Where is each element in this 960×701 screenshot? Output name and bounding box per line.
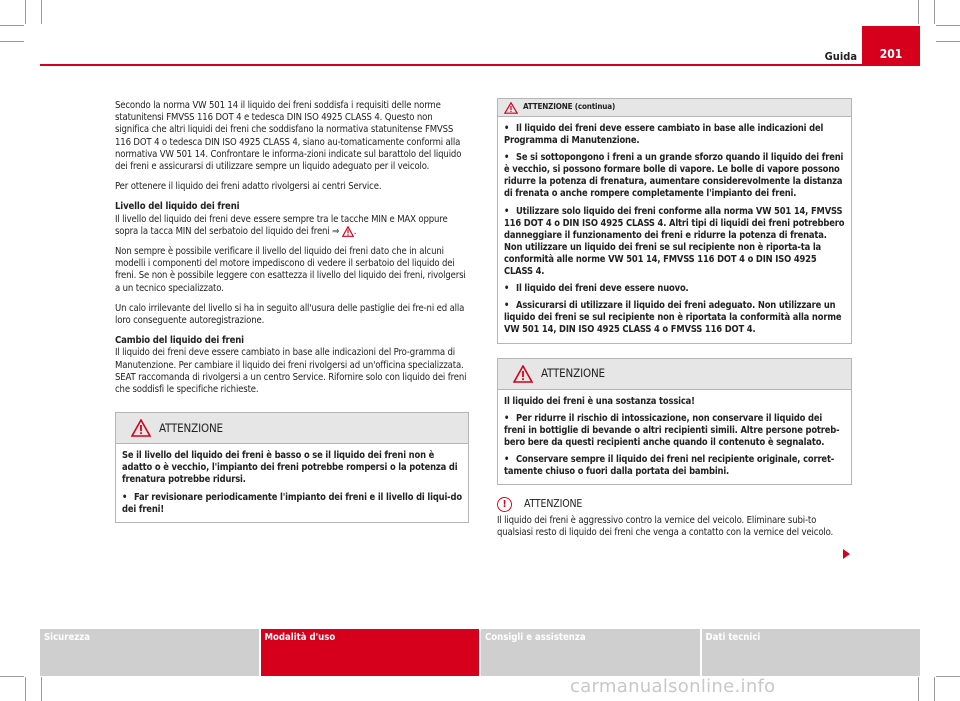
section-title: Guida bbox=[824, 50, 857, 63]
crop-mark bbox=[41, 677, 42, 701]
bullet-text: Il liquido dei freni deve essere nuovo. bbox=[516, 283, 689, 295]
bullet-text: Il liquido dei freni deve essere cambiato in base alle indicazioni del Programma di Manutenzione. bbox=[504, 123, 824, 147]
crop-mark bbox=[934, 677, 935, 701]
crop-mark bbox=[41, 0, 42, 24]
bullet-icon: • bbox=[122, 491, 128, 503]
paragraph bbox=[115, 214, 469, 238]
tab-label: Dati tecnici bbox=[705, 632, 761, 643]
crop-mark bbox=[936, 41, 960, 42]
bullet-icon: • bbox=[504, 300, 510, 312]
left-column bbox=[115, 100, 469, 523]
warning-continued-body bbox=[498, 117, 851, 343]
caution-header bbox=[497, 497, 852, 512]
warning-continued-header bbox=[498, 99, 851, 117]
bullet-icon: • bbox=[504, 205, 510, 217]
caution-exclamation-icon: ! bbox=[497, 497, 512, 512]
bullet-icon: • bbox=[504, 412, 510, 424]
warning-title: ATTENZIONE bbox=[159, 421, 223, 436]
right-column bbox=[497, 98, 852, 547]
page-number bbox=[862, 26, 920, 65]
crop-mark bbox=[918, 677, 919, 701]
crop-mark bbox=[934, 0, 935, 24]
header-rule bbox=[40, 64, 920, 66]
tab-label: Consigli e assistenza bbox=[485, 632, 586, 643]
paragraph: Non sempre è possibile verificare il livello del liquido dei freni dato che in alcuni modelli i componenti del motore impediscono di vedere il serbatoio del liquido dei freni. Se non è possibile leggere con esattezza il livello del liquido dei freni, rivolgersi a un tecnico specializzato. bbox=[115, 246, 466, 294]
tab-label: Sicurezza bbox=[44, 632, 90, 643]
toxic-warning-header bbox=[498, 359, 851, 390]
bullet-text: Assicurarsi di utilizzare il liquido dei freni adeguato. Non utilizzare un liquido dei freni se sul recipiente non è riportata la conformità alla norme VW 501 14, DIN ISO 4925 CLASS 4 o FMVSS 116 DOT 4. bbox=[504, 300, 842, 336]
subheading: Cambio del liquido dei freni bbox=[115, 335, 244, 347]
warning-continued-title: ATTENZIONE (continua) bbox=[523, 102, 616, 112]
warning-box bbox=[115, 412, 469, 522]
crop-mark bbox=[918, 0, 919, 24]
bullet-text: Conservare sempre il liquido dei freni nel recipiente originale, corret-tamente chiuso o fuori dalla portata dei bambini. bbox=[504, 453, 835, 477]
warning-box-header bbox=[116, 413, 468, 444]
crop-mark bbox=[936, 676, 960, 677]
toxic-warning-box bbox=[497, 358, 852, 486]
watermark: carmanualsonline.info bbox=[570, 676, 776, 697]
caution-title: ATTENZIONE bbox=[524, 498, 583, 511]
bullet-icon: • bbox=[504, 123, 510, 134]
crop-mark bbox=[0, 25, 24, 26]
warning-triangle-icon bbox=[504, 102, 518, 114]
paragraph: Un calo irrilevante del livello si ha in seguito all'usura delle pastiglie dei fre-ni ed alla loro conseguente autoregistrazione. bbox=[115, 302, 465, 327]
tab-dati-tecnici[interactable] bbox=[702, 629, 921, 676]
paragraph: Per ottenere il liquido dei freni adatto rivolgersi ai centri Service. bbox=[115, 181, 382, 193]
bullet-icon: • bbox=[504, 152, 510, 164]
toxic-warning-body bbox=[498, 390, 851, 485]
warning-bullet-text: Far revisionare periodicamente l'impianto dei freni e il livello di liqui-do dei freni! bbox=[122, 491, 462, 515]
paragraph-end: . bbox=[353, 225, 357, 237]
subheading: Livello del liquido dei freni bbox=[115, 201, 240, 213]
caution-text: Il liquido dei freni è aggressivo contro la vernice del veicolo. Eliminare subi-to qualsiasi resto di liquido dei freni che venga a contatto con la vernice del veicolo. bbox=[497, 515, 834, 539]
warning-triangle-icon bbox=[131, 419, 151, 437]
paragraph: Secondo la norma VW 501 14 il liquido dei freni soddisfa i requisiti delle norme statunitensi FMVSS 116 DOT 4 e tedesca DIN ISO 4925 CLASS 4. Questo non significa che altri liquidi dei freni che soddisfano la normativa statunitense FMVSS 116 DOT 4 o tedesca DIN ISO 4925 CLASS 4, siano au-tomaticamente conformi alla normativa VW 501 14. Confrontare le informa-zioni indicate sul barattolo del liquido dei freni e assicurarsi di utilizzare sempre un liquido adeguato per il veicolo. bbox=[115, 100, 462, 173]
bullet-text: Se si sottopongono i freni a un grande sforzo quando il liquido dei freni è vecchio, si possono formare bolle di vapore. Le bolle di vapore possono ridurre la potenza di frenatura, aumentare considerevolmente la distanza di frenata o anche rompere completamente l'impianto dei freni. bbox=[504, 152, 844, 200]
paragraph: Il liquido dei freni deve essere cambiato in base alle indicazioni del Pro-gramma di Manutenzione. Per cambiare il liquido dei freni rivolgersi ad un'officina specializzata. SEAT raccomanda di rivolgersi a un centro Service. Rifornire solo con liquido dei freni che soddisfi le specifiche richieste. bbox=[115, 347, 467, 396]
next-page-arrow-icon[interactable] bbox=[843, 549, 850, 559]
toxic-warning-title: ATTENZIONE bbox=[541, 366, 605, 381]
crop-mark bbox=[0, 41, 24, 42]
bullet-icon: • bbox=[504, 283, 510, 295]
toxic-warning-text: Il liquido dei freni è una sostanza tossica! bbox=[504, 395, 695, 407]
tab-modalita-duso[interactable] bbox=[261, 629, 480, 676]
crop-mark bbox=[0, 676, 24, 677]
crop-mark bbox=[936, 25, 960, 26]
bullet-item bbox=[504, 206, 845, 279]
warning-text: Se il livello del liquido dei freni è basso o se il liquido dei freni non è adatto o è vecchio, l'impianto dei freni potrebbe rompersi o la potenza di frenatura potrebbe ridursi. bbox=[122, 450, 458, 486]
footer-tabs bbox=[40, 629, 920, 676]
bullet-text: Per ridurre il rischio di intossicazione, non conservare il liquido dei freni in bottiglie di bevande o altri recipienti simili. Altre persone potreb-bero bere da questi recipienti anche quando il contenuto è segnalato. bbox=[504, 412, 840, 448]
warning-body bbox=[116, 444, 468, 521]
bullet-text: Utilizzare solo liquido dei freni conforme alla norma VW 501 14, FMVSS 116 DOT 4 o DIN ISO 4925 CLASS 4. Altri tipi di liquidi dei freni potrebbero danneggiare il funzionamento dei freni e ridurre la potenza di frenata. Non utilizzare un liquido dei freni se sul recipiente non è riporta-ta la conformità alle norme VW 501 14, FMVSS 116 DOT 4 o DIN ISO 4925 CLASS 4. bbox=[504, 205, 845, 278]
bullet-item bbox=[504, 283, 845, 295]
warning-bullet bbox=[122, 492, 462, 516]
crop-mark bbox=[25, 677, 26, 701]
bullet-icon: • bbox=[504, 453, 510, 465]
page-number-label: 201 bbox=[879, 47, 903, 61]
bullet-item bbox=[504, 123, 845, 147]
warning-continued-box bbox=[497, 98, 852, 344]
caution-note bbox=[497, 497, 852, 539]
warning-triangle-icon[interactable] bbox=[342, 226, 354, 237]
tab-label: Modalità d'uso bbox=[264, 632, 336, 643]
bullet-item bbox=[504, 413, 845, 449]
tab-sicurezza[interactable] bbox=[40, 629, 259, 676]
paragraph-text: Il livello del liquido dei freni deve essere sempre tra le tacche MIN e MAX oppure sopra la tacca MIN del serbatoio del liquido dei freni ⇒ bbox=[115, 213, 448, 237]
bullet-item bbox=[504, 300, 845, 336]
crop-mark bbox=[25, 0, 26, 24]
bullet-item bbox=[504, 152, 845, 200]
tab-consigli-e-assistenza[interactable] bbox=[481, 629, 700, 676]
bullet-item bbox=[504, 454, 845, 478]
warning-triangle-icon bbox=[513, 365, 533, 383]
